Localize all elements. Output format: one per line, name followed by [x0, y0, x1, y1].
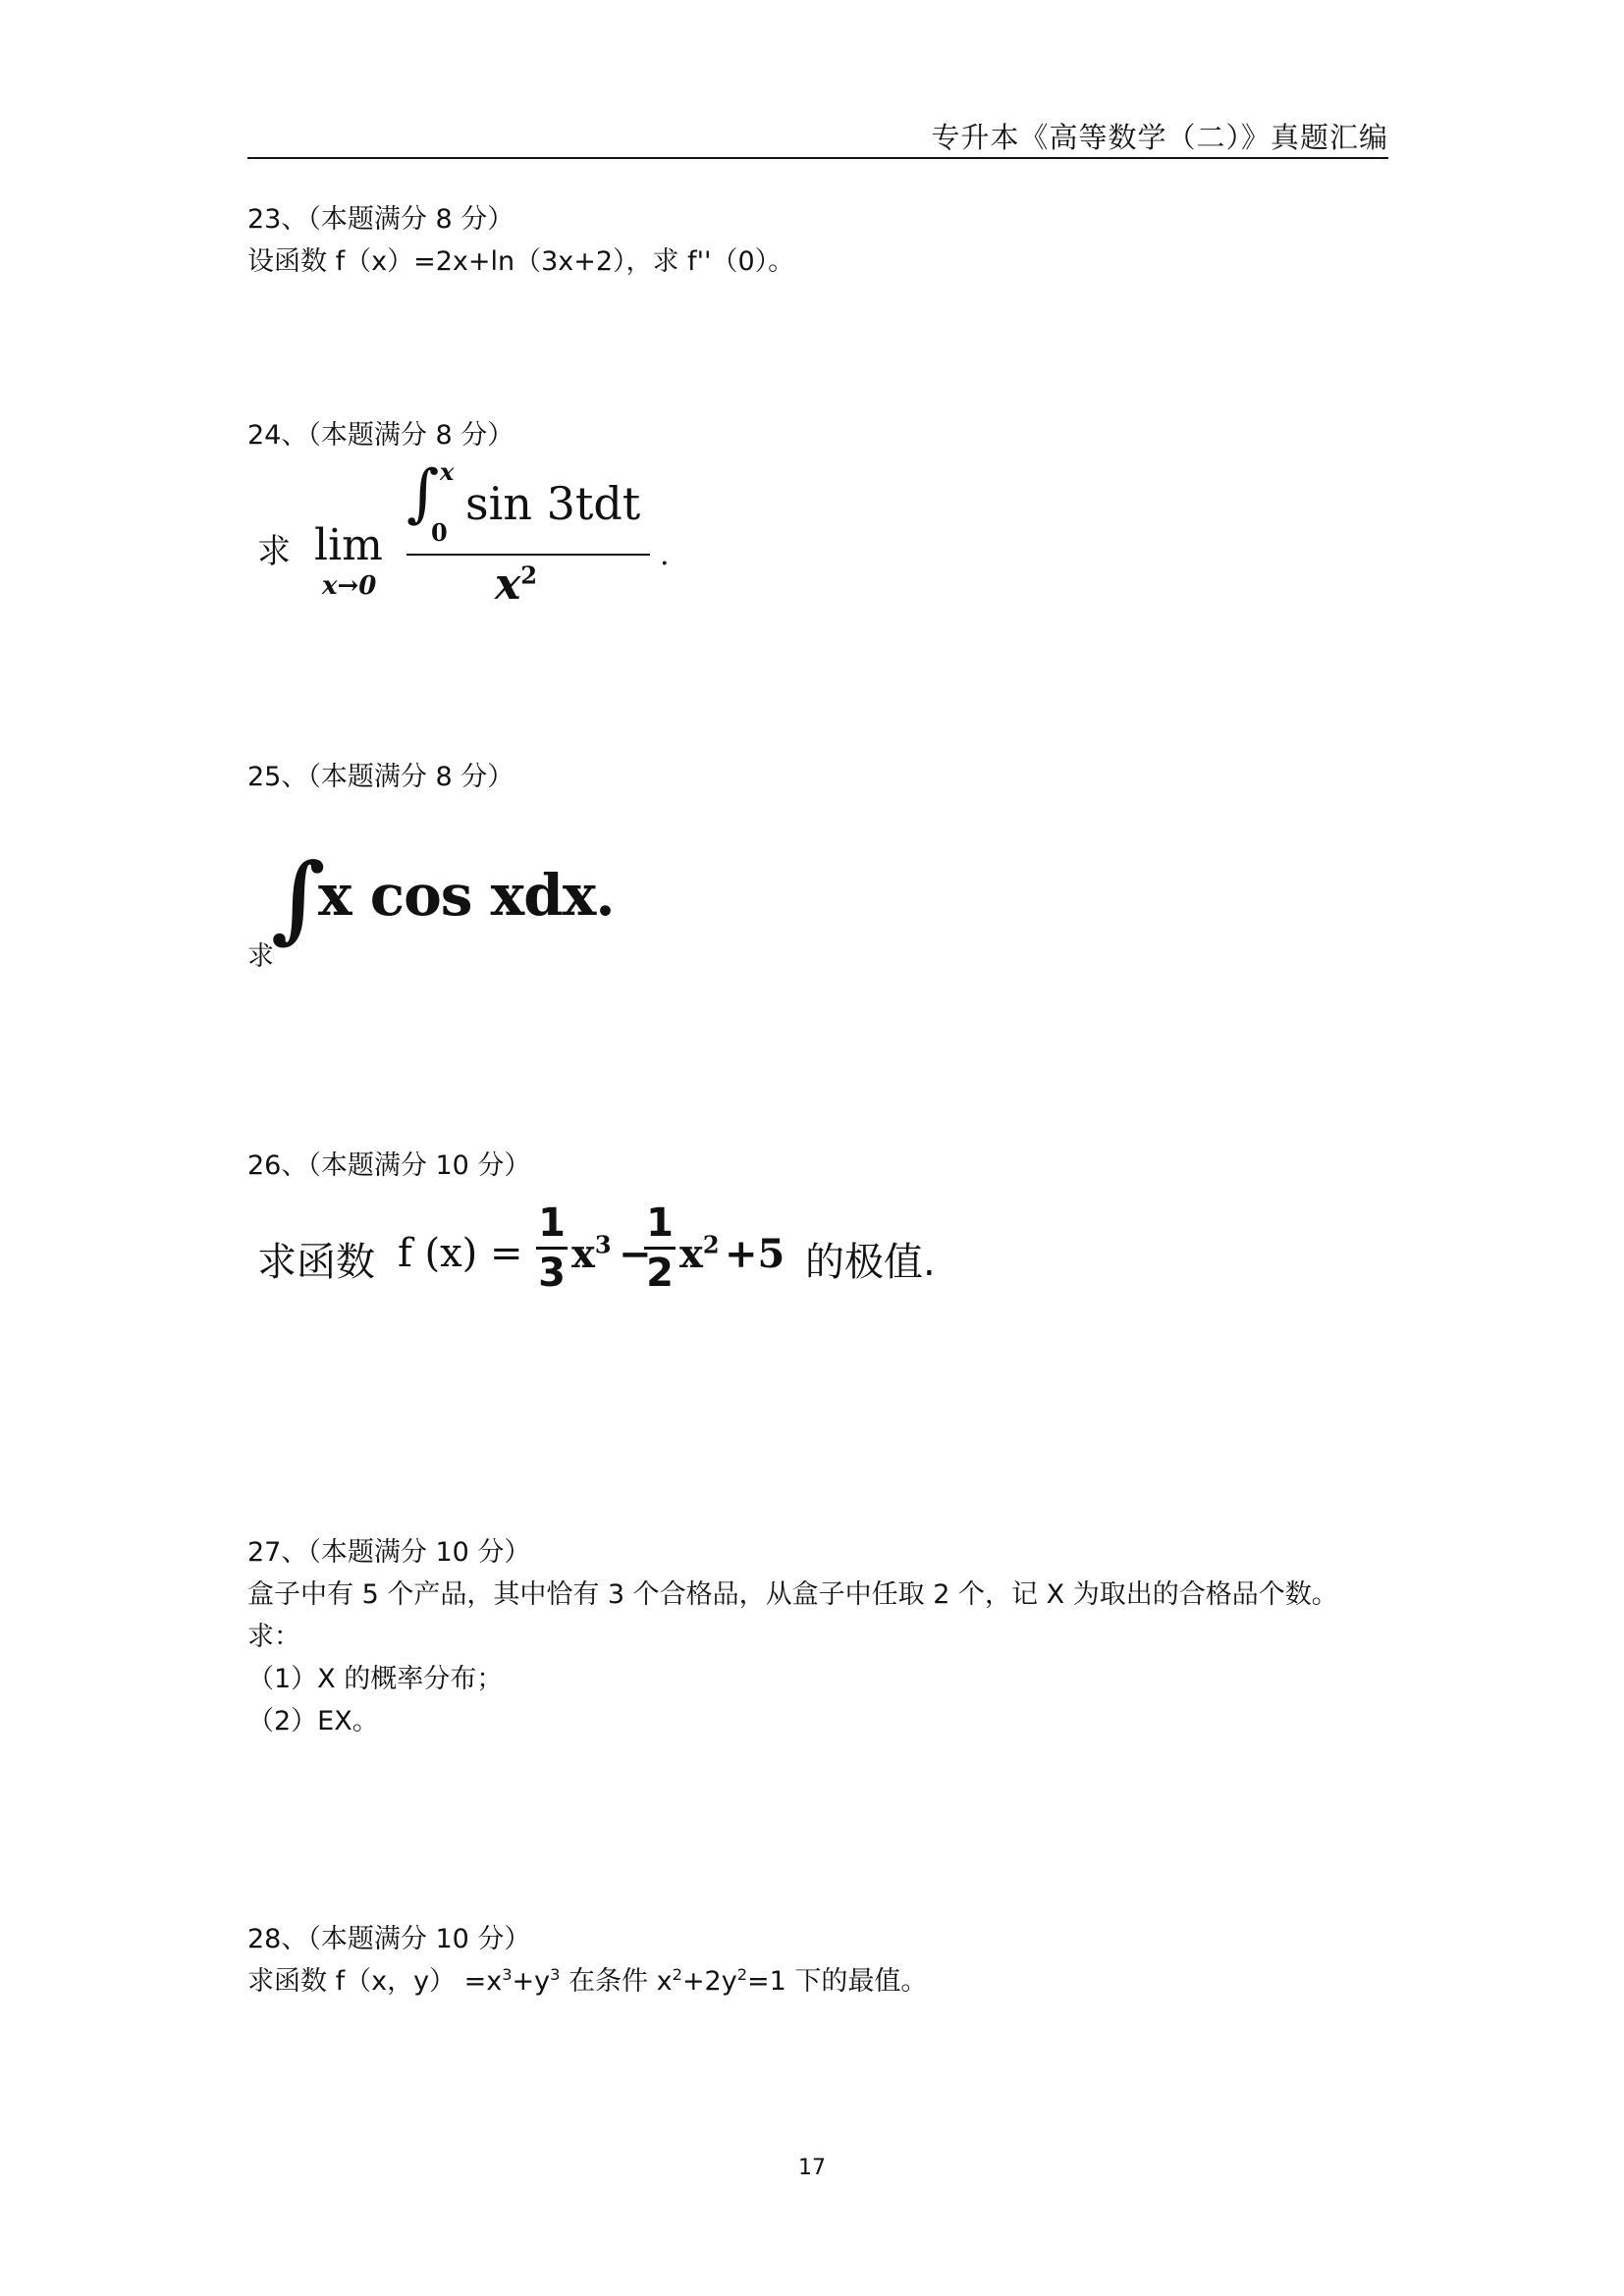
fraction-one-third: 1 3	[536, 1201, 568, 1295]
question-24	[247, 414, 514, 456]
integral-sign: ∫	[406, 457, 440, 530]
question-text: 求函数 f（x，$y) =x^3+y^3$ 在条件 $x^2+2y^2=1$ 下的最值。	[247, 1965, 928, 1997]
limit-operator: lim	[314, 520, 383, 570]
fraction-denominator: $x^2$	[495, 560, 538, 610]
function-name: f (x) =	[398, 1231, 523, 1276]
question-subpart: （1）X 的概率分布；	[247, 1664, 504, 1694]
question-text: 求：	[247, 1622, 300, 1652]
question-text: 盒子中有 5 个产品，其中恰有 3 个合格品，从盒子中任取 2 个，记 X 为取出的合格品个数。	[247, 1579, 1338, 1610]
question-27	[247, 1531, 1338, 1742]
function-formula	[257, 1198, 964, 1325]
question-text: 设函数 f（x）=2x+ln（3x+2），求 f''（0）。	[247, 246, 795, 277]
question-subpart: （2）EX。	[247, 1706, 379, 1736]
limit-formula	[257, 457, 670, 618]
question-23	[247, 198, 794, 283]
question-heading: 26、（本题满分 10 分）	[247, 1150, 531, 1181]
limit-subscript: x→0	[322, 571, 377, 601]
question-heading: 28、（本题满分 10 分）	[247, 1924, 531, 1954]
integrand-expression: x cos xdx.	[318, 862, 615, 929]
formula-prefix: 求	[247, 941, 274, 972]
question-heading: 25、（本题满分 8 分）	[247, 762, 514, 792]
fraction-one-half: 1 2	[644, 1201, 676, 1295]
fraction-numerator: sin 3tdt	[465, 477, 641, 530]
header-divider	[247, 157, 1388, 159]
term-x-cubed: $x^3$	[571, 1230, 612, 1277]
integral-sign: ∫	[271, 842, 326, 953]
fraction-bar	[406, 554, 650, 556]
formula-suffix: .	[660, 538, 670, 572]
minus-sign: −	[619, 1231, 652, 1277]
constant-term: +5	[725, 1231, 785, 1277]
integral-lower-bound: 0	[431, 518, 448, 547]
header-title: 专升本《高等数学（二）》真题汇编	[931, 121, 1388, 154]
question-heading: 24、（本题满分 8 分）	[247, 420, 514, 451]
question-26	[247, 1145, 530, 1187]
question-25	[247, 756, 514, 798]
formula-suffix: 的极值.	[805, 1240, 936, 1285]
formula-prefix: 求函数	[257, 1240, 375, 1285]
term-x-squared: $x^2$	[679, 1230, 720, 1277]
question-heading: 23、（本题满分 8 分）	[247, 204, 514, 235]
page-number: 17	[798, 2156, 826, 2180]
question-heading: 27、（本题满分 10 分）	[247, 1537, 531, 1568]
question-28	[247, 1918, 927, 2002]
integral-upper-bound: x	[440, 457, 455, 486]
formula-prefix: 求	[257, 532, 291, 571]
integral-formula	[247, 844, 660, 972]
